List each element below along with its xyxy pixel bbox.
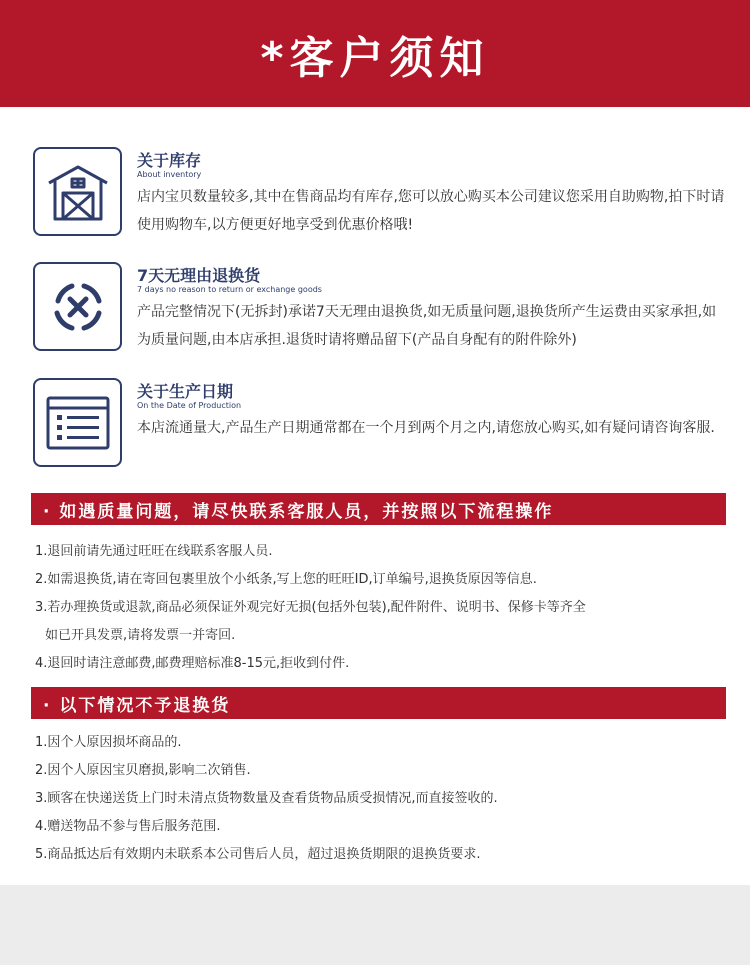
inventory-text: 店内宝贝数量较多,其中在售商品均有库存,您可以放心购买本公司建议您采用自助购物,拍下时请使用购物车,以方便更好地享受到优惠价格哦! (137, 189, 725, 233)
list-item: 4.退回时请注意邮费,邮费理赔标准8-15元,拒收到付件. (35, 656, 350, 671)
list-item: 1.退回前请先通过旺旺在线联系客服人员. (35, 544, 273, 559)
list-item: 2.如需退换货,请在寄回包裹里放个小纸条,写上您的旺旺ID,订单编号,退换货原因等信息. (35, 572, 537, 587)
process-banner: · 如遇质量问题，请尽快联系客服人员，并按照以下流程操作 (31, 493, 726, 525)
production-date-text: 本店流通量大,产品生产日期通常都在一个月到两个月之内,请您放心购买,如有疑问请咨询客服. (137, 420, 715, 436)
returns-title: 7天无理由退换货 (137, 266, 261, 285)
info-block-returns (33, 262, 733, 352)
production-date-title: 关于生产日期 (137, 382, 234, 401)
list-item: 1.因个人原因损坏商品的. (35, 735, 182, 750)
exclusions-list (35, 729, 725, 869)
info-block-production-date (33, 378, 733, 468)
list-item: 3.顾客在快递送货上门时未清点货物数量及查看货物品质受损情况,而直接签收的. (35, 791, 498, 806)
list-item: 如已开具发票,请将发票一并寄回. (45, 628, 236, 643)
list-item: 4.赠送物品不参与售后服务范围. (35, 819, 221, 834)
header-banner (0, 0, 750, 107)
list-item: 3.若办理换货或退款,商品必须保证外观完好无损(包括外包装),配件附件、说明书、保修卡等齐全 (35, 600, 586, 615)
returns-text: 产品完整情况下(无拆封)承诺7天无理由退换货,如无质量问题,退换货所产生运费由买家承担,如为质量问题,由本店承担.退货时请将赠品留下(产品自身配有的附件除外) (137, 304, 717, 348)
inventory-title: 关于库存 (137, 151, 202, 170)
list-item: 5.商品抵达后有效期内未联系本公司售后人员，超过退换货期限的退换货要求. (35, 847, 481, 862)
no-return-x-icon (33, 262, 122, 351)
process-list (35, 538, 725, 678)
production-date-subtitle: On the Date of Production (137, 401, 242, 410)
exclusions-banner: · 以下情况不予退换货 (31, 687, 726, 719)
notice-card (0, 107, 750, 885)
returns-subtitle: 7 days no reason to return or exchange goods (137, 285, 322, 294)
warehouse-icon (33, 147, 122, 236)
info-block-inventory (33, 147, 733, 237)
page-title: *客户须知 (260, 32, 490, 84)
inventory-subtitle: About inventory (137, 170, 202, 179)
list-item: 2.因个人原因宝贝磨损,影响二次销售. (35, 763, 251, 778)
document-list-icon (33, 378, 122, 467)
